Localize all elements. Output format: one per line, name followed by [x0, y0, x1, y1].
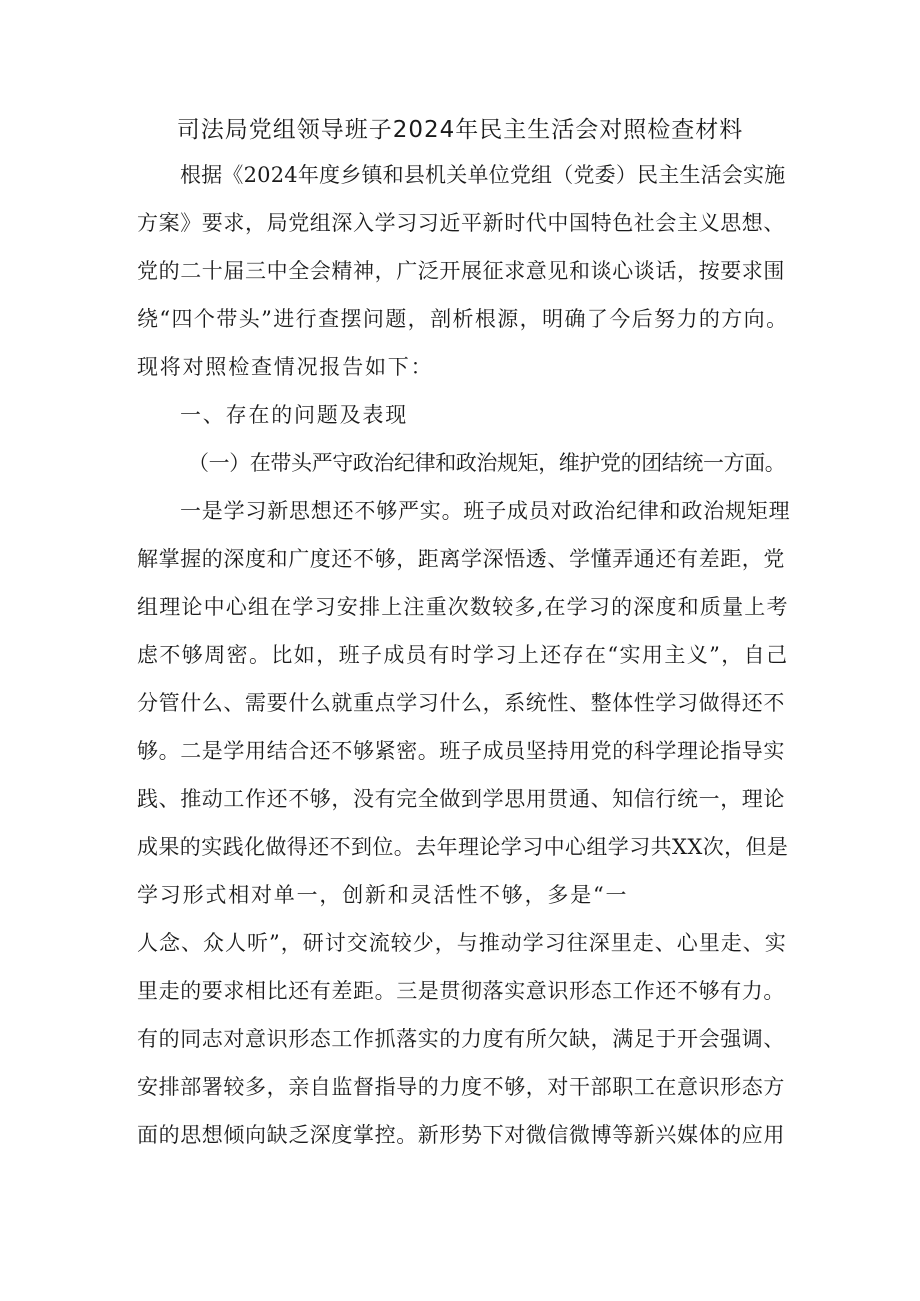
body-line: 面的思想倾向缺乏深度掌控。新形势下对微信微博等新兴媒体的应用 [137, 1123, 785, 1147]
document-title: 司法局党组领导班子2024年民主生活会对照检查材料 [176, 117, 744, 143]
body-line: 有的同志对意识形态工作抓落实的力度有所欠缺，满足于开会强调、 [137, 1027, 785, 1051]
body-line: 绕“四个带头”进行查摆问题，剖析根源，明确了今后努力的方向。 [137, 307, 789, 331]
body-line: 解掌握的深度和广度还不够，距离学深悟透、学懂弄通还有差距，党 [137, 547, 785, 571]
body-line: 学习形式相对单一，创新和灵活性不够，多是“一 [137, 883, 629, 907]
body-line: 分管什么、需要什么就重点学习什么，系统性、整体性学习做得还不 [137, 691, 785, 715]
body-line: 里走的要求相比还有差距。三是贯彻落实意识形态工作还不够有力。 [137, 979, 785, 1003]
body-line: 党的二十届三中全会精神，广泛开展征求意见和谈心谈话，按要求围 [137, 259, 785, 283]
body-line: 安排部署较多，亲自监督指导的力度不够，对干部职工在意识形态方 [137, 1075, 785, 1099]
body-line: 人念、众人听”，研讨交流较少，与推动学习往深里走、心里走、实 [137, 931, 787, 955]
body-line: 践、推动工作还不够，没有完全做到学思用贯通、知信行统一，理论 [137, 787, 785, 811]
body-line: 虑不够周密。比如，班子成员有时学习上还存在“实用主义”，自己 [137, 643, 789, 667]
section-heading: 一、存在的问题及表现 [180, 403, 408, 427]
body-line: 组理论中心组在学习安排上注重次数较多,在学习的深度和质量上考 [137, 595, 789, 619]
body-line: 方案》要求，局党组深入学习习近平新时代中国特色社会主义思想、 [137, 211, 785, 235]
subsection-heading: （一）在带头严守政治纪律和政治规矩，维护党的团结统一方面。 [188, 451, 786, 475]
body-line: 成果的实践化做得还不到位。去年理论学习中心组学习共XX次，但是 [137, 835, 789, 859]
body-line: 根据《2024年度乡镇和县机关单位党组（党委）民主生活会实施 [180, 163, 786, 187]
body-line: 一是学习新思想还不够严实。班子成员对政治纪律和政治规矩理 [180, 499, 791, 523]
body-line: 现将对照检查情况报告如下： [137, 355, 434, 379]
body-line: 够。二是学用结合还不够紧密。班子成员坚持用党的科学理论指导实 [137, 739, 785, 763]
